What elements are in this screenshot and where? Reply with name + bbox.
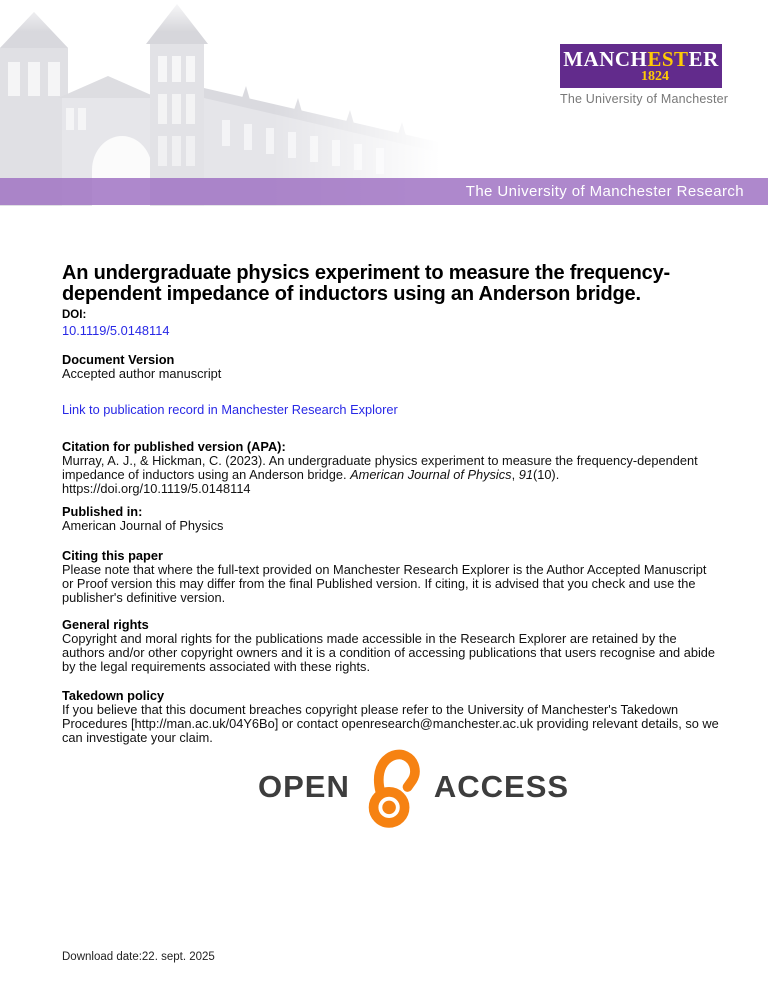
general-rights-heading: General rights bbox=[62, 617, 149, 632]
open-padlock-icon bbox=[360, 745, 424, 829]
download-date: Download date:22. sept. 2025 bbox=[62, 951, 215, 963]
citation-journal: American Journal of Physics bbox=[350, 467, 512, 482]
research-banner bbox=[0, 178, 768, 205]
manchester-wordmark bbox=[563, 47, 719, 71]
header bbox=[0, 0, 768, 206]
section-document-version bbox=[62, 353, 720, 381]
citation-heading: Citation for published version (APA): bbox=[62, 439, 286, 454]
citation-text bbox=[62, 454, 720, 496]
citation-separator: , bbox=[511, 467, 519, 482]
section-published-in bbox=[62, 505, 720, 533]
document-title: An undergraduate physics experiment to measure the frequency-dependent impedance of inductors using an Anderson bridge. bbox=[62, 262, 670, 305]
doi-link[interactable]: 10.1119/5.0148114 bbox=[62, 323, 170, 338]
section-citing-this-paper bbox=[62, 549, 720, 605]
wordmark-highlight: EST bbox=[647, 47, 689, 71]
section-publication-link bbox=[62, 401, 720, 419]
campus-building-image bbox=[0, 0, 440, 206]
research-banner-text: The University of Manchester Research bbox=[465, 183, 744, 200]
takedown-body: If you believe that this document breaches copyright please refer to the University of Manchester's Takedown Procedures [http://man.ac.uk/04Y6Bo] or contact openresearch@manchester.ac.uk providing relevant details, so we can investigate your claim. bbox=[62, 702, 719, 745]
publication-record-link[interactable]: Link to publication record in Manchester Research Explorer bbox=[62, 402, 398, 417]
section-citation bbox=[62, 440, 720, 496]
published-in-heading: Published in: bbox=[62, 504, 143, 519]
section-takedown-policy bbox=[62, 689, 720, 745]
citing-heading: Citing this paper bbox=[62, 548, 163, 563]
wordmark-prefix: MANCH bbox=[563, 47, 648, 71]
logo-year: 1824 bbox=[641, 69, 669, 84]
document-version-heading: Document Version bbox=[62, 352, 175, 367]
logo-subtitle: The University of Manchester bbox=[560, 92, 729, 106]
citation-volume: 91 bbox=[518, 467, 533, 482]
open-access-access-label: ACCESS bbox=[433, 769, 570, 804]
main-content bbox=[62, 263, 720, 829]
published-in-value: American Journal of Physics bbox=[62, 518, 224, 533]
section-general-rights bbox=[62, 618, 720, 674]
general-rights-body: Copyright and moral rights for the publications made accessible in the Research Explorer are retained by the authors and/or other copyright owners and it is a condition of accessing publications that users recognise and abide by the legal requirements associated with these rights. bbox=[62, 631, 716, 674]
document-version-value: Accepted author manuscript bbox=[62, 366, 222, 381]
manchester-logo-box bbox=[560, 44, 722, 88]
takedown-heading: Takedown policy bbox=[62, 688, 165, 703]
open-access-open-label: OPEN bbox=[258, 769, 350, 804]
university-logo bbox=[560, 44, 729, 106]
citation-part2: (10). https://doi.org/10.1119/5.0148114 bbox=[62, 467, 560, 496]
wordmark-suffix: ER bbox=[688, 47, 719, 71]
citation-part1: Murray, A. J., & Hickman, C. (2023). An undergraduate physics experiment to measure the frequency-dependent impedance of inductors using an Anderson bridge. bbox=[62, 453, 698, 482]
open-access-logo bbox=[258, 745, 720, 829]
doi-label: DOI: bbox=[62, 309, 87, 321]
citing-body: Please note that where the full-text provided on Manchester Research Explorer is the Author Accepted Manuscript or Proof version this may differ from the final Published version. If citing, it is advised that you check and use the publisher's definitive version. bbox=[62, 562, 707, 605]
